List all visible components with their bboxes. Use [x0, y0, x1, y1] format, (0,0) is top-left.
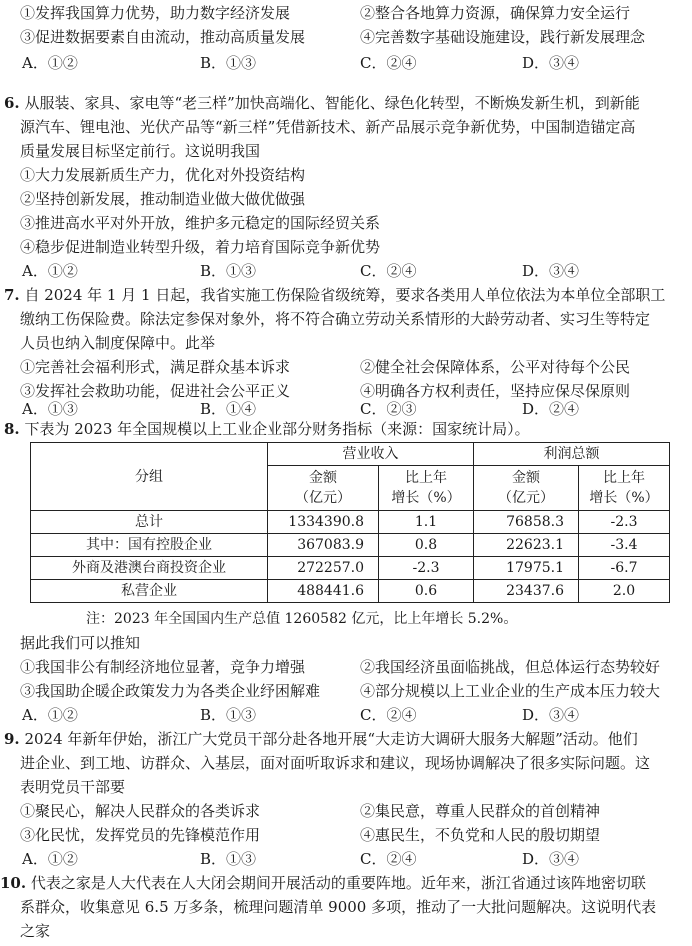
q10-stem-text-1: 代表之家是人大代表在人大闭会期间开展活动的重要阵地。近年来，浙江省通过该阵地密切联: [30, 874, 646, 892]
row-profit: 22623.1: [474, 534, 579, 557]
q7-choice-b[interactable]: B．①④: [200, 400, 257, 418]
q8-choice-b[interactable]: B．①③: [200, 706, 257, 724]
q10-stem-line-1: [0, 872, 646, 894]
q5-options-row-2: [0, 26, 692, 48]
revenue-header: 营业收入: [268, 443, 474, 466]
q7-choices: [0, 398, 692, 420]
q9-stem-line-2: 进企业、到工地、访群众、入基层，面对面听取诉求和建议，现场协调解决了很多实际问题。这: [20, 754, 651, 772]
q7-choice-d[interactable]: D．②④: [522, 400, 580, 418]
profit-growth-header: [579, 466, 670, 511]
q6-stem-line-1: [4, 92, 640, 114]
q6-stem-text-1: 从服装、家具、家电等“老三样”加快高端化、智能化、绿色化转型，不断焕发新生机，到新能: [24, 94, 640, 112]
q9-choices: [0, 848, 692, 870]
q5-option-4: ④完善数字基础设施建设，践行新发展理念: [360, 28, 646, 46]
q7-stem-line-1: [4, 284, 665, 306]
q9-choice-d[interactable]: D．③④: [522, 850, 580, 868]
q6-option-2: ②坚持创新发展，推动制造业做大做优做强: [20, 190, 306, 208]
q5-choice-a[interactable]: A．①②: [22, 54, 78, 72]
q8-stem-text: 下表为 2023 年全国规模以上工业企业部分财务指标（来源：国家统计局）。: [24, 420, 530, 438]
q6-choice-a[interactable]: A．①②: [22, 262, 78, 280]
row-revenue: 272257.0: [268, 557, 379, 580]
row-group: 其中：国有控股企业: [31, 534, 268, 557]
q8-option-4: ④部分规模以上工业企业的生产成本压力较大: [360, 682, 661, 700]
q5-option-3: ③促进数据要素自由流动，推动高质量发展: [20, 28, 306, 46]
row-profit: 17975.1: [474, 557, 579, 580]
q6-option-3: ③推进高水平对外开放，维护多元稳定的国际经贸关系: [20, 214, 381, 232]
q10-stem-line-2: 系群众，收集意见 6.5 万多条，梳理问题清单 9000 多项，推动了一大批问题解决。这说明代表: [20, 898, 657, 916]
q6-stem-line-2: 源汽车、锂电池、光伏产品等“新三样”凭借新技术、新产品展示竞争新优势，中国制造锚定高: [20, 118, 636, 136]
row-revenue-growth: 0.6: [379, 580, 474, 603]
q6-number: 6.: [4, 94, 20, 112]
q8-choices: [0, 704, 692, 726]
q8-choice-d[interactable]: D．③④: [522, 706, 580, 724]
row-profit: 76858.3: [474, 511, 579, 534]
financial-indicators-table: [30, 442, 670, 603]
row-revenue: 488441.6: [268, 580, 379, 603]
q7-option-2: ②健全社会保障体系，公平对待每个公民: [360, 358, 631, 376]
row-revenue-growth: -2.3: [379, 557, 474, 580]
q10-number: 10.: [0, 874, 27, 892]
q8-option-3: ③我国助企暖企政策发力为各类企业纾困解难: [20, 682, 321, 700]
revenue-amount-header: [268, 466, 379, 511]
q7-number: 7.: [4, 286, 20, 304]
q8-options-row-2: [0, 680, 692, 702]
row-group: 外商及港澳台商投资企业: [31, 557, 268, 580]
q6-choice-b[interactable]: B．①③: [200, 262, 257, 280]
q5-choice-c[interactable]: C．②④: [360, 54, 417, 72]
q9-options-row-2: [0, 824, 692, 846]
q5-option-1: ①发挥我国算力优势，助力数字经济发展: [20, 4, 291, 22]
row-profit: 23437.6: [474, 580, 579, 603]
row-profit-growth: -3.4: [579, 534, 670, 557]
q9-number: 9.: [4, 730, 20, 748]
profit-amount-unit: （亿元）: [498, 490, 554, 506]
row-group: 私营企业: [31, 580, 268, 603]
q7-choice-c[interactable]: C．②③: [360, 400, 417, 418]
q8-option-1: ①我国非公有制经济地位显著，竞争力增强: [20, 658, 306, 676]
table-row-total: [31, 511, 670, 534]
table-row-state-owned: [31, 534, 670, 557]
table-row-foreign: [31, 557, 670, 580]
q8-lead: 据此我们可以推知: [20, 634, 141, 652]
group-header: 分组: [31, 443, 268, 511]
q9-stem-text-1: 2024 年新年伊始，浙江广大党员干部分赴各地开展“大走访大调研大服务大解题”活动。他们: [24, 730, 638, 748]
revenue-amount-unit: （亿元）: [295, 490, 351, 506]
q6-stem-line-3: 质量发展目标坚定前行。这说明我国: [20, 142, 261, 160]
row-revenue-growth: 1.1: [379, 511, 474, 534]
profit-growth-unit: 增长（%）: [589, 490, 659, 506]
q6-choice-c[interactable]: C．②④: [360, 262, 417, 280]
q10-stem-line-3: 之家: [20, 922, 51, 940]
q9-options-row-1: [0, 800, 692, 822]
q6-option-4: ④稳步促进制造业转型升级，着力培育国际竞争新优势: [20, 238, 381, 256]
q5-choices: [0, 52, 692, 74]
revenue-growth-header: [379, 466, 474, 511]
q9-choice-b[interactable]: B．①③: [200, 850, 257, 868]
row-profit-growth: -6.7: [579, 557, 670, 580]
q6-option-1: ①大力发展新质生产力，优化对外投资结构: [20, 166, 306, 184]
q8-number: 8.: [4, 420, 20, 438]
q9-option-4: ④惠民生，不负党和人民的殷切期望: [360, 826, 601, 844]
q8-choice-a[interactable]: A．①②: [22, 706, 78, 724]
q5-choice-b[interactable]: B．①③: [200, 54, 257, 72]
q9-choice-a[interactable]: A．①②: [22, 850, 78, 868]
revenue-growth-unit: 增长（%）: [391, 490, 461, 506]
q9-choice-c[interactable]: C．②④: [360, 850, 417, 868]
q6-choices: [0, 260, 692, 282]
q7-stem-line-2: 缴纳工伤保险费。除法定参保对象外，将不符合确立劳动关系情形的大龄劳动者、实习生等特定: [20, 310, 651, 328]
table-note: 注：2023 年全国国内生产总值 1260582 亿元，比上年增长 5.2%。: [86, 611, 518, 627]
profit-amount-header: [474, 466, 579, 511]
q9-option-3: ③化民忧，发挥党员的先锋模范作用: [20, 826, 261, 844]
table-row-private: [31, 580, 670, 603]
q6-choice-d[interactable]: D．③④: [522, 262, 580, 280]
q7-option-3: ③发挥社会救助功能，促进社会公平正义: [20, 382, 291, 400]
q9-stem-line-3: 表明党员干部要: [20, 778, 126, 796]
q7-option-4: ④明确各方权利责任，坚持应保尽保原则: [360, 382, 631, 400]
row-profit-growth: -2.3: [579, 511, 670, 534]
row-profit-growth: 2.0: [579, 580, 670, 603]
q9-option-1: ①聚民心，解决人民群众的各类诉求: [20, 802, 261, 820]
profit-header: 利润总额: [474, 443, 670, 466]
q9-stem-line-1: [4, 728, 638, 750]
q5-choice-d[interactable]: D．③④: [522, 54, 580, 72]
row-revenue: 1334390.8: [268, 511, 379, 534]
q7-stem-line-3: 人员也纳入制度保障中。此举: [20, 334, 216, 352]
row-revenue: 367083.9: [268, 534, 379, 557]
q7-choice-a[interactable]: A．①③: [22, 400, 78, 418]
q5-option-2: ②整合各地算力资源，确保算力安全运行: [360, 4, 631, 22]
q8-stem-line: [4, 418, 530, 440]
revenue-amount-label: 金额: [309, 470, 337, 486]
row-group: 总计: [31, 511, 268, 534]
q7-option-1: ①完善社会福利形式，满足群众基本诉求: [20, 358, 291, 376]
revenue-growth-label: 比上年: [405, 470, 447, 486]
q8-choice-c[interactable]: C．②④: [360, 706, 417, 724]
q7-stem-text-1: 自 2024 年 1 月 1 日起，我省实施工伤保险省级统筹，要求各类用人单位依法为本单位全部职工: [24, 286, 666, 304]
q8-option-2: ②我国经济虽面临挑战，但总体运行态势较好: [360, 658, 661, 676]
profit-growth-label: 比上年: [603, 470, 645, 486]
q5-options-row-1: [0, 2, 692, 24]
q9-option-2: ②集民意，尊重人民群众的首创精神: [360, 802, 601, 820]
profit-amount-label: 金额: [512, 470, 540, 486]
row-revenue-growth: 0.8: [379, 534, 474, 557]
q8-options-row-1: [0, 656, 692, 678]
q7-options-row-1: [0, 356, 692, 378]
